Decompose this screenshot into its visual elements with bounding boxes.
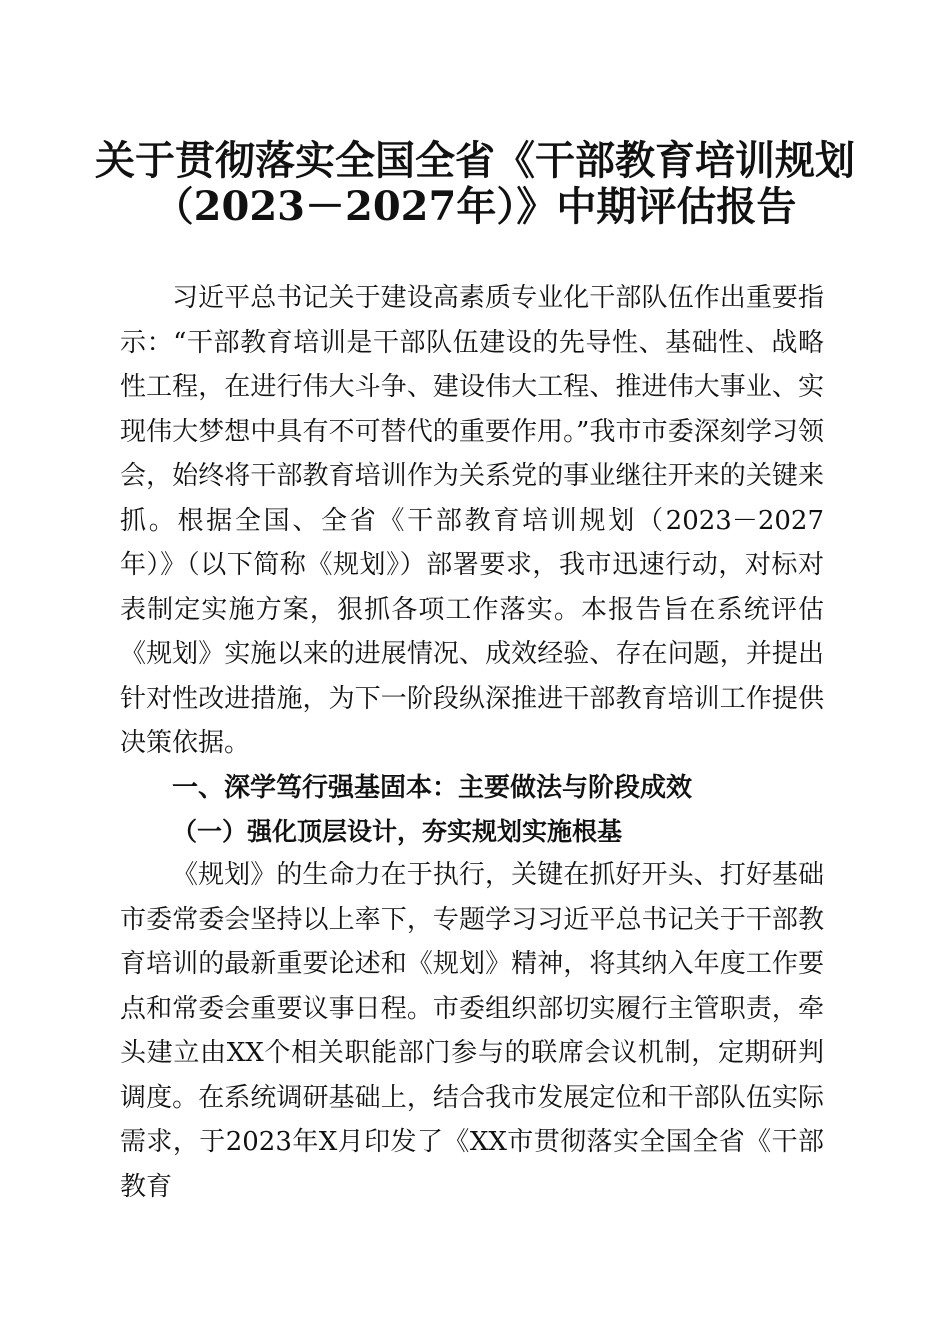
body-paragraph: 《规划》的生命力在于执行，关键在抓好开头、打好基础市委常委会坚持以上率下，专题学习习近平总书记关于干部教育培训的最新重要论述和《规划》精神，将其纳入年度工作要点和常委会重要议事日程。市委组织部切实履行主管职责，牵头建立由XX个相关职能部门参与的联席会议机制，定期研判调度。在系统调研基础上，结合我市发展定位和干部队伍实际需求，于2023年X月印发了《XX市贯彻落实全国全省《干部教育 [120, 860, 824, 1202]
subsection-heading: （一）强化顶层设计，夯实规划实施根基 [172, 817, 623, 846]
section-heading: 一、深学笃行强基固本：主要做法与阶段成效 [172, 773, 693, 803]
document-title-line-1: 关于贯彻落实全国全省《干部教育培训规划 [95, 137, 855, 184]
intro-paragraph: 习近平总书记关于建设高素质专业化干部队伍作出重要指示：“干部教育培训是干部队伍建设的先导性、基础性、战略性工程，在进行伟大斗争、建设伟大工程、推进伟大事业、实现伟大梦想中具有不可替代的重要作用。”我市市委深刻学习领会，始终将干部教育培训作为关系党的事业继往开来的关键来抓。根据全国、全省《干部教育培训规划（2023－2027年）》（以下简称《规划》）部署要求，我市迅速行动，对标对表制定实施方案，狠抓各项工作落实。本报告旨在系统评估《规划》实施以来的进展情况、成效经验、存在问题，并提出针对性改进措施，为下一阶段纵深推进干部教育培训工作提供决策依据。 [120, 283, 824, 758]
document-title-line-2: （2023－2027年）》中期评估报告 [153, 183, 797, 230]
